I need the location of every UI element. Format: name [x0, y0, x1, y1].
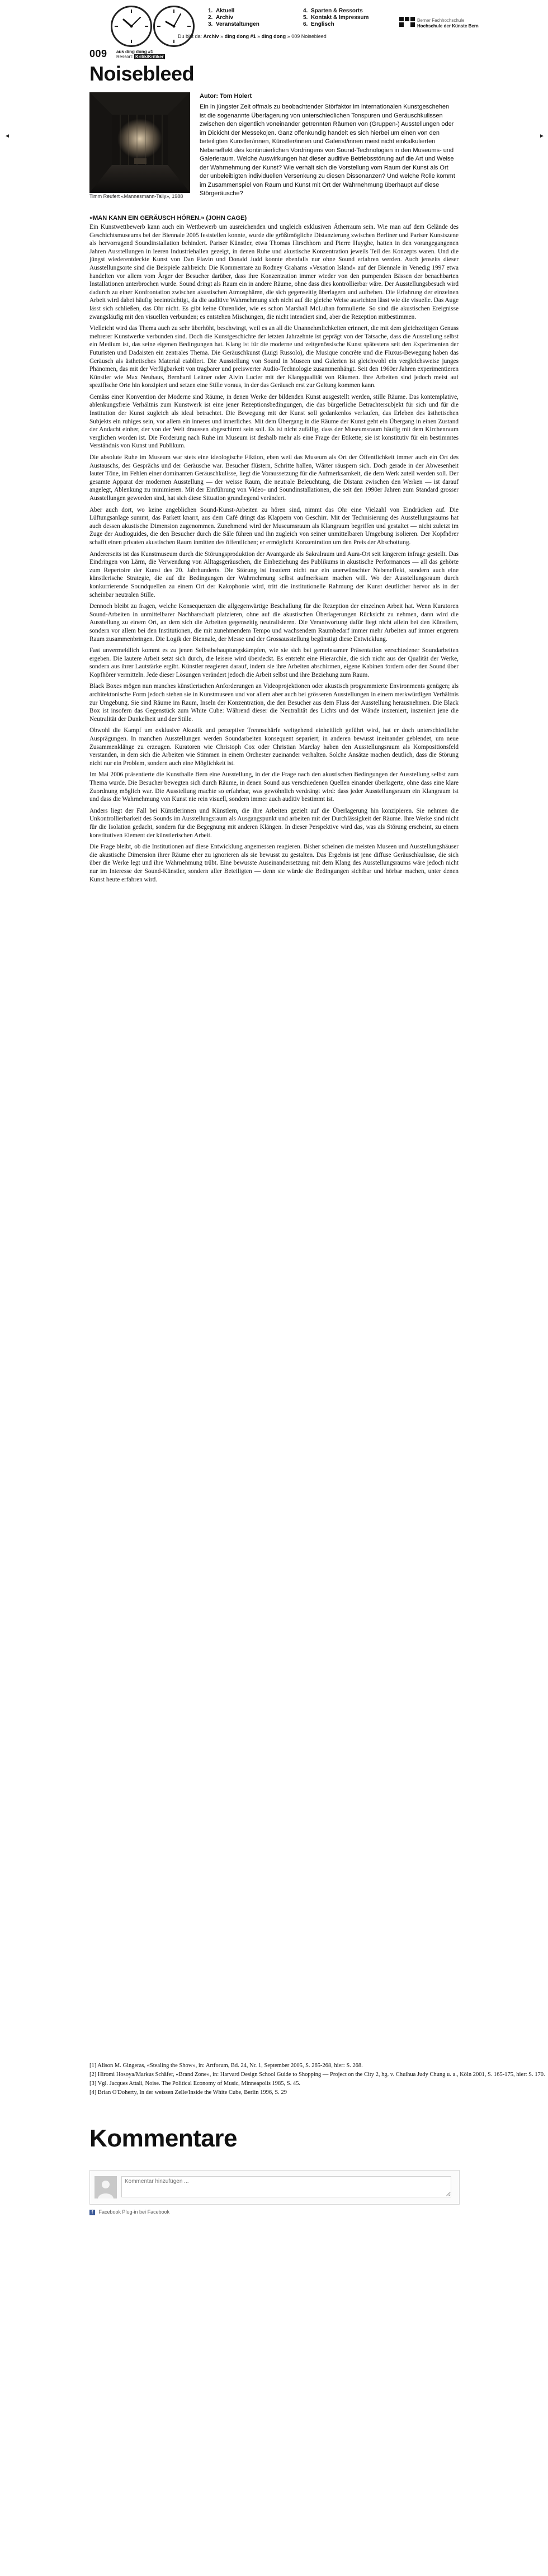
- photo-caption: Timm Reufert «Mannesmann-Tally», 1988: [89, 194, 183, 199]
- breadcrumb-separator: »: [257, 34, 261, 39]
- nav-item-archiv[interactable]: [208, 15, 259, 21]
- article-paragraph: Aber auch dort, wo keine angeblichen Sound-Kunst-Arbeiten zu hören sind, nimmt das Ohr eine Vielzahl von Eindrücken auf. Die Lüftungsanlage summt, das Parkett knarrt, aus dem Café dringt das Klappern von Geschirr. Mit der Technisierung des Ausstellungsraums hat auch dessen akustische Dimension zugenommen. Zunehmend wird der Museumsraum als Klangraum begriffen und gestaltet — nicht zuletzt im Zuge der Audioguides, die den Besucher durch die Säle führen und ihn zugleich von seiner unmittelbaren Umgebung isolieren. Der Kopfhörer schafft einen privaten akustischen Raum inmitten des öffentlichen; er ermöglicht Konzentration um den Preis der Abschottung.: [89, 506, 459, 546]
- nav-label: Aktuell: [216, 8, 235, 14]
- footnote: [3] Vgl. Jacques Attali, Noise. The Political Economy of Music, Minneapolis 1985, S. 45.: [89, 2080, 300, 2087]
- breadcrumb-item[interactable]: ding dong #1: [224, 34, 256, 39]
- breadcrumb-current: 009 Noisebleed: [291, 34, 327, 39]
- page-title: Noisebleed: [89, 62, 195, 85]
- nav-column-2: [303, 8, 369, 28]
- breadcrumb: [178, 34, 327, 39]
- header: [0, 0, 548, 89]
- nav-column-1: [208, 8, 259, 28]
- footnote: [2] Hiromi Hosoya/Markus Schäfer, «Brand Zone», in: Harvard Design School Guide to Shopping — Project on the City 2, hg. v. Chuihua Judy Chung u. a., Köln 2001, S. 165-175, hier: S. 170.: [89, 2072, 545, 2078]
- facebook-plugin-label: Facebook Plug-in bei Facebook: [98, 2209, 170, 2215]
- article-paragraph: Black Boxes mögen nun manches künstlerischen Anforderungen an Videoprojektionen oder akustisch programmierte Environments genügen; als architektonische Form jedoch stehen sie in Kunstmuseen und vor allem aber auch bei grösseren Ausstellungen in einem merkwürdigen Verhältnis zur Umgebung. Sie sind Räume im Raum, Inseln der Konzentration, die den Besucher aus dem Fluss der Ausstellung herausnehmen. Die Black Box ist insofern das Gegenstück zum White Cube: Während dieser die Neutralität des Lichts und der Wände inszeniert, inszeniert jene die Neutralität der Dunkelheit und der Stille.: [89, 683, 459, 723]
- article-paragraph: Gemäss einer Konvention der Moderne sind Räume, in denen Werke der bildenden Kunst ausgestellt werden, stille Räume. Das kontemplative, ablenkungsfreie Verhältnis zum Kunstwerk ist eine jener Rezeptionsbedingungen, die das bürgerliche Betrachtersubjekt für sich und für die Institution der Kunst zugleich als ideal betrachtet. Die Bewegung mit der Kunst soll gedankenlos verlaufen, das Erleben des ästhetischen Subjekts ein ruhiges sein, vor allem ein inneres und innerliches. Mit dem Übergang in die Räume der Kunst geht ein Übergang in einen Zustand der Andacht einher, der von der Welt draussen abgeschirmt sein soll. Es ist nicht zufällig, dass der Museumsraum häufig mit dem Kirchenraum verglichen worden ist. Die Forderung nach Ruhe im Museum ist deshalb mehr als eine Frage der Etikette; sie ist konstitutiv für ein bestimmtes Verständnis von Kunst und Publikum.: [89, 393, 459, 450]
- article-photo: [89, 92, 190, 193]
- logo-line-1: Berner Fachhochschule: [417, 18, 465, 23]
- footnote: [4] Brian O'Doherty, In der weissen Zelle/Inside the White Cube, Berlin 1996, S. 29: [89, 2089, 287, 2096]
- article-intro: Ein in jüngster Zeit offmals zu beobachtender Störfaktor im internationalen Kunstgeschehen ist die sogenannte Überlagerung von unterschiedlichen Tonspuren und Geräuschkulissen zwischen den eigentlich voneinander getrennten Räumen von (Gruppen-) Ausstellungen oder im Dickicht der Messekojen. Ganz offenkundig handelt es sich hierbei um einen von den beteiligten Kunstler/innen, Künstler/innen und Galerist/innen meist nicht einkalkulierten Nebeneffekt des kontinuierlichen Vordringens von Sound-Technologien in den Museums- und Galerieraum. Welche Auswirkungen hat dieser auditive Betriebsstörung auf die Art und Weise der Wahrnehmung der Kunst? Wie verhält sich die Vorstellung vom Raum der Kunst als Ort der unbeleibigten individuellen Versenkung zu diesen Dissonanzen? Und welche Rolle kommt im Zusammenspiel von Raum und Kunst mit Ort der Wahrnehmung überhaupt auf diese Störgeräusche?: [200, 103, 455, 197]
- facebook-plugin-line[interactable]: [89, 2209, 169, 2215]
- article-body: [89, 214, 459, 887]
- nav-label: Englisch: [311, 21, 334, 27]
- issue-source: aus ding dong #1: [116, 49, 153, 54]
- nav-item-sparten-ressorts[interactable]: [303, 8, 369, 15]
- ressort-label: Ressort:: [116, 54, 133, 59]
- article-paragraph: Fast unvermeidlich kommt es zu jenen Selbstbehauptungskämpfen, wie sie sich bei gemeinsamer Präsentation verschiedener Soundarbeiten ergeben. Die lautere Arbeit setzt sich durch, die leisere wird überdeckt. Es entsteht eine Hierarchie, die sich nicht aus der Qualität der Werke, sondern aus ihrer Lautstärke ergibt. Künstler reagieren darauf, indem sie ihre Arbeiten abschirmen, eigene Kabinen fordern oder den Sound über Kopfhörer vermitteln. Jede dieser Lösungen verändert jedoch die Arbeit selbst und ihre Beziehung zum Raum.: [89, 647, 459, 678]
- issue-meta: [116, 49, 165, 59]
- nav-label: Kontakt & Impressum: [311, 15, 369, 21]
- nav-label: Archiv: [216, 15, 234, 21]
- issue-number: 009: [89, 48, 107, 59]
- article-paragraph: Vielleicht wird das Thema auch zu sehr überhöht, beschwingt, weil es an all die Unannehmlichkeiten erinnert, die mit dem gleichzeitigen Genuss mehrerer Kunstwerke verbunden sind. Doch die Kunstgeschichte der letzten Jahrzehnte ist geprägt von der Tatsache, dass die Ausstellung selbst ein Medium ist, das seine eigenen Bedingungen hat. Klang ist für die moderne und zeitgenössische Kunst spätestens seit den Experimenten der Futuristen und Dadaisten ein zentrales Thema. Die Geräuschkunst (Luigi Russolo), die Musique concrète und die Fluxus-Bewegung haben das Geräusch als ästhetisches Material etabliert. Die Ausstellung von Sound in Museen und Galerien ist gleichwohl ein vergleichsweise junges Phänomen, das mit der Verfügbarkeit von tragbarer und preiswerter Audio-Technologie zusammenhängt. Seit den 1960er Jahren experimentieren Künstler wie Max Neuhaus, Bernhard Leitner oder Alvin Lucier mit der Klangqualität von Räumen. Ihre Arbeiten sind jedoch meist auf spezifische Orte hin konzipiert und setzen eine Stille voraus, in der das Geräusch erst zur Geltung kommen kann.: [89, 325, 459, 389]
- breadcrumb-item[interactable]: ding dong: [261, 34, 286, 39]
- article-paragraph: Anders liegt der Fall bei Künstlerinnen und Künstlern, die ihre Arbeiten gezielt auf die Überlagerung hin konzipieren. Sie nehmen die Unkontrollierbarkeit des Sounds im Ausstellungsraum als Ausgangspunkt und arbeiten mit der Durchlässigkeit der Räume. Ihre Werke sind nicht für die Isolation gedacht, sondern für die Begegnung mit anderen Klängen. In dieser Perspektive wird das, was als Störung erscheint, zu einem konstitutiven Element der künstlerischen Arbeit.: [89, 807, 459, 839]
- article-paragraph: Ein Kunstwettbewerb kann auch ein Wettbewerb um ausreichenden und ungleich exklusiven Ätherraum sein. Wie man auf dem Gelände des Geschichtsmuseums bei der Biennale 2005 feststellen konnte, wurde die größtmögliche Distanzierung zwischen Berliner und Pariser Kunstszene als hervorragend Soundinstallation behindert. Pariser Künstler, etwa Thomas Hirschhorn und Pierre Huyghe, hatten in den vorangegangenen Jahren Ausstellungen in leeren Industriehallen gezeigt, in denen Ruhe und akustische Konzentration jeweils Teil des Konzepts waren. Und die jüngst wiederentdeckte Kunst von Dan Flavin und Donald Judd konnte ebenfalls nur ohne Sound erfahren werden. Auch jenseits dieser Ausstellungsorte sind die Beispiele zahlreich: Die Kommentare zu Rodney Grahams «Vexation Island» auf der Biennale in Venedig 1997 etwa handelten vor allem vom Ärger der Besucher darüber, dass ihre Konzentration immer wieder von den pumpenden Bässen der benachbarten Installationen unterbrochen wurde. Sound dringt als Raum ein in andere Räume, ohne dass dies kontrollierbar wäre. Der Ausstellungsbesuch wird dadurch zu einer Konfrontation zwischen akustischen Atmosphären, die sich gegenseitig überlagern und aufheben. Die Erfahrung der einzelnen Arbeit wird dabei häufig beeinträchtigt, da die auditive Wahrnehmung sich nicht auf die gleiche Weise ausrichten lässt wie die visuelle. Das Auge lässt sich schließen, das Ohr nicht. Es gibt keine Ohrenlider, wie es schon Marshall McLuhan formulierte. So sind die akustischen Ereignisse zwangsläufig mit den visuellen verbunden; es entstehen Mischungen, die nicht intendiert sind, aber die Rezeption mitbestimmen.: [89, 224, 459, 320]
- nav-number: 4.: [303, 8, 308, 14]
- nav-item-kontakt-impressum[interactable]: [303, 15, 369, 21]
- facebook-icon: f: [89, 2210, 95, 2215]
- nav-item-englisch[interactable]: [303, 21, 369, 28]
- comment-input[interactable]: [121, 2176, 451, 2197]
- nav-item-aktuell[interactable]: [208, 8, 259, 15]
- nav-label: Sparten & Ressorts: [311, 8, 363, 14]
- nav-number: 1.: [208, 8, 213, 14]
- section-heading: «MAN KANN EIN GERÄUSCH HÖREN.» (JOHN CAGE): [89, 215, 247, 221]
- nav-item-veranstaltungen[interactable]: [208, 21, 259, 28]
- logo-mark-icon: [399, 17, 416, 30]
- article-paragraph: Andererseits ist das Kunstmuseum durch die Störungsproduktion der Avantgarde als Sakralraum und Aura-Ort seit längerem infrage gestellt. Das Eindringen von Lärm, die Verwendung von Alltagsgeräuschen, die Einbeziehung des Publikums in akustische Performances — all das gehörte zum Repertoire der Kunst des 20. Jahrhunderts. Die Störung ist insofern nicht nur ein unerwünschter Nebeneffekt, sondern auch eine künstlerische Strategie, die auf die Bedingungen der Wahrnehmung selbst aufmerksam machen will. Wo der Ausstellungsraum durch konkurrierende Soundquellen zu einem Ort der Kakophonie wird, tritt die institutionelle Rahmung der Kunst deutlicher hervor als in der scheinbar neutralen Stille.: [89, 550, 459, 598]
- article-paragraph: Dennoch bleibt zu fragen, welche Konsequenzen die allgegenwärtige Beschallung für die Rezeption der einzelnen Arbeit hat. Wenn Kuratoren Sound-Arbeiten in unmittelbarer Nachbarschaft platzieren, ohne auf die akustischen Überlagerungen Rücksicht zu nehmen, dann wird die Ausstellung zu einem Ort, an dem sich die Arbeiten gegenseitig neutralisieren. Die Verantwortung dafür liegt nicht allein bei den Künstlern, sondern vor allem bei den Institutionen, die mit zunehmendem Tempo und wachsendem Raumbedarf immer mehr Arbeiten auf immer engerem Raum zusammenbringen. Die Logik der Biennale, der Messe und der Grossausstellung begünstigt diese Entwicklung.: [89, 603, 459, 643]
- avatar: [95, 2176, 117, 2198]
- nav-number: 2.: [208, 15, 213, 21]
- nav-number: 5.: [303, 15, 308, 21]
- nav-number: 6.: [303, 21, 308, 27]
- article-paragraph: Die Frage bleibt, ob die Institutionen auf diese Entwicklung angemessen reagieren. Bisher scheinen die meisten Museen und Ausstellungshäuser die akustische Dimension ihrer Räume eher zu ignorieren als sie bewusst zu gestalten. Das Ergebnis ist jene diffuse Geräuschkulisse, die sich über die Werke legt und ihre Wahrnehmung trübt. Eine bewusste Auseinandersetzung mit dem Klang des Ausstellungsraums wäre jedoch nicht nur im Interesse der Sound-Künstler, sondern aller Beteiligten — denn sie würde die Bedingungen sichtbar und hörbar machen, unter denen Kunst heute erfahren wird.: [89, 843, 459, 883]
- breadcrumb-separator: »: [287, 34, 290, 39]
- article-paragraph: Obwohl die Kampf um exklusive Akustik und perzeptive Trennschärfe weitgehend einheitlich geführt wird, hat er doch unterschiedliche Ausprägungen. In manchen Ausstellungen werden Soundarbeiten konsequent separiert; in anderen bewusst ineinander geblendet, um neue Zusammenklänge zu erzeugen. Kuratoren wie Christoph Cox oder Christian Marclay haben den Ausstellungsraum als Kompositionsfeld verstanden, in dem sich die Arbeiten wie Stimmen in einem Orchester zueinander verhalten. Solche Ansätze machen deutlich, dass die Störung nicht nur ein Problem, sondern auch eine Möglichkeit ist.: [89, 727, 459, 767]
- article-author: Autor: Tom Holert: [200, 93, 252, 100]
- footnote: [1] Alison M. Gingeras, «Stealing the Show», in: Artforum, Bd. 24, Nr. 1, September 2005, S. 265-268, hier: S. 268.: [89, 2063, 363, 2069]
- comments-heading: Kommentare: [89, 2125, 237, 2152]
- logo-line-2: Hochschule der Künste Bern: [417, 23, 479, 29]
- previous-arrow-icon[interactable]: ◄: [4, 133, 10, 139]
- breadcrumb-prefix: Du bist da:: [178, 34, 202, 39]
- nav-label: Veranstaltungen: [216, 21, 259, 27]
- next-arrow-icon[interactable]: ►: [539, 133, 545, 139]
- clock-icon: [111, 6, 152, 47]
- comment-box: [89, 2170, 460, 2205]
- clock-icon: [153, 6, 195, 47]
- article-paragraph: Die absolute Ruhe im Museum war stets eine ideologische Fiktion, eben weil das Museum als Ort der Öffentlichkeit immer auch ein Ort des Austauschs, des Gesprächs und der Geräusche war. Besucher flüstern, Schritte hallen, Wärter räuspern sich. Doch gerade in der Abwesenheit lauter Töne, im Fehlen einer dominanten Geräuschkulisse, liegt die Voraussetzung für die Aufmerksamkeit, die dem Werk zuteil werden soll. Der gesamte Apparat der modernen Ausstellung — der weisse Raum, die neutrale Beleuchtung, die Distanz zwischen den Werken — ist darauf angelegt, Ablenkung zu minimieren. Mit der Einführung von Video- und Soundinstallationen, die seit den 1990er Jahren zum Standard grosser Ausstellungen geworden sind, hat sich diese Situation grundlegend verändert.: [89, 454, 459, 502]
- article-paragraph: Im Mai 2006 präsentierte die Kunsthalle Bern eine Ausstellung, in der die Frage nach den akustischen Bedingungen der Ausstellung selbst zum Thema wurde. Die Besucher bewegten sich durch Räume, in denen Sound aus verschiedenen Quellen einander überlagerte, ohne dass eine klare Zuordnung möglich war. Die Ausstellung machte so erfahrbar, was gewöhnlich verdrängt wird: dass jeder Ausstellungsraum ein Klangraum ist und dass die Wahrnehmung von Kunst nie rein visuell, sondern immer auch auditiv bestimmt ist.: [89, 771, 459, 803]
- breadcrumb-item[interactable]: Archiv: [203, 34, 219, 39]
- footnotes: [89, 2061, 545, 2097]
- nav-number: 3.: [208, 21, 213, 27]
- logo-text: [417, 18, 479, 29]
- breadcrumb-separator: »: [220, 34, 224, 39]
- ressort-tag[interactable]: Kritik/Kritiker: [135, 54, 164, 59]
